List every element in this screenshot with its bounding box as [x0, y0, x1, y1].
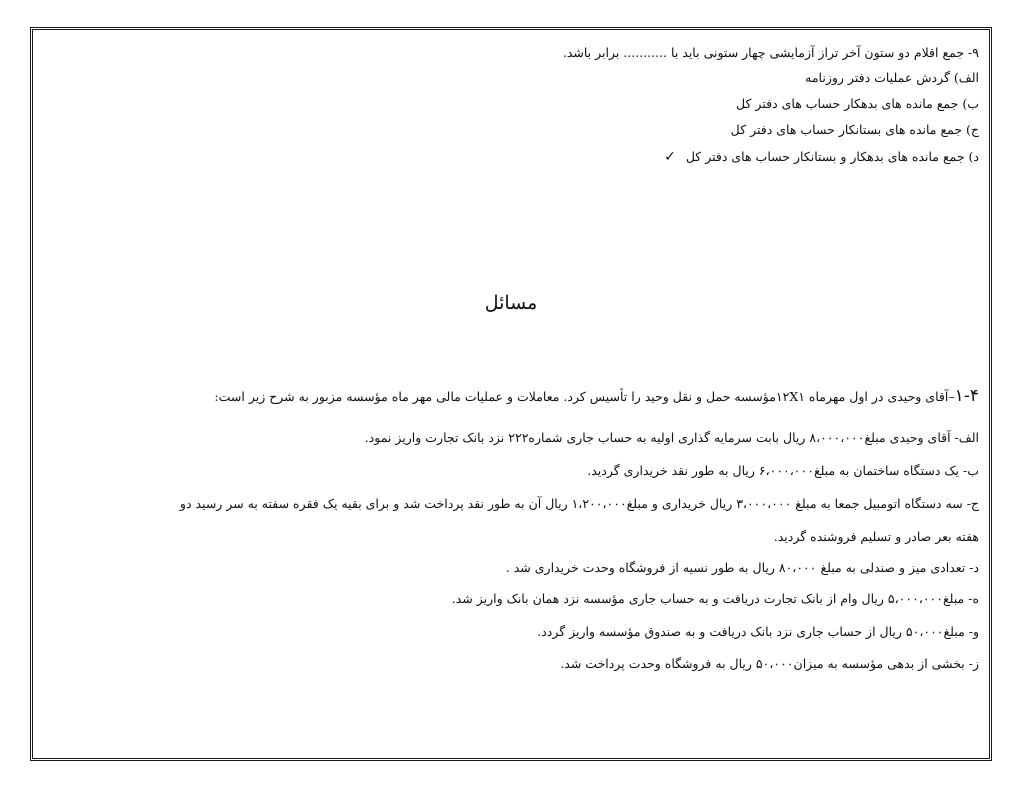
problem-item-he: ه- مبلغ۵،۰۰۰،۰۰۰ ریال وام از بانک تجارت دریافت و به حساب جاری مؤسسه نزد همان بانک واریز شد.: [451, 591, 979, 606]
option-jim: ج) جمع مانده های بستانکار حساب های دفتر کل: [730, 122, 979, 137]
problem-intro-text: –آقای وحیدی در اول مهرماه ۱۲X۱مؤسسه حمل و نقل وحید را تأسیس کرد. معاملات و عملیات مالی مهر ماه مؤسسه مزبور به شرح زیر است:: [214, 389, 955, 404]
question-stem: ۹- جمع اقلام دو ستون آخر تراز آزمایشی چهار ستونی باید با ........... برابر باشد.: [562, 45, 979, 60]
problem-intro: [47, 387, 979, 406]
option-alef: الف) گردش عملیات دفتر روزنامه: [805, 70, 979, 85]
option-dal-text: د) جمع مانده های بدهکار و بستانکار حساب های دفتر کل: [685, 149, 979, 164]
section-title: مسائل: [484, 292, 538, 314]
problem-item-dal: د- تعدادی میز و صندلی به مبلغ ۸۰،۰۰۰ ریال به طور نسیه از فروشگاه وحدت خریداری شد .: [505, 560, 979, 575]
problem-item-jim-cont: هفته بعر صادر و تسلیم فروشنده گردید.: [773, 529, 979, 544]
option-be: ب) جمع مانده های بدهکار حساب های دفتر کل: [736, 96, 979, 111]
problem-item-ze: ز- بخشی از بدهی مؤسسه به میزان۵۰،۰۰۰ ریال به فروشگاه وحدت پرداخت شد.: [560, 656, 979, 671]
checkmark-icon: ✓: [664, 149, 676, 165]
problem-number: ۱-۴: [954, 386, 979, 406]
option-dal: [47, 148, 979, 166]
problem-item-vav: و- مبلغ۵۰،۰۰۰ ریال از حساب جاری نزد بانک دریافت و به صندوق مؤسسه واریز گردد.: [537, 624, 979, 639]
problem-item-be: ب- یک دستگاه ساختمان به مبلغ۶،۰۰۰،۰۰۰ ریال به طور نقد خریداری گردید.: [587, 463, 979, 478]
problem-item-alef: الف- آقای وحیدی مبلغ۸،۰۰۰،۰۰۰ ریال بابت سرمایه گذاری اولیه به حساب جاری شماره۲۲۲ نزد بانک تجارت واریز نمود.: [364, 430, 979, 445]
problem-item-jim: ج- سه دستگاه اتومبیل جمعا به مبلغ ۳،۰۰۰،۰۰۰ ریال خریداری و مبلغ۱،۲۰۰،۰۰۰ ریال آن به طور نقد پرداخت شد و برای بقیه یک فقره سفته به سر رسید دو: [179, 496, 979, 511]
page-frame: [30, 27, 992, 761]
